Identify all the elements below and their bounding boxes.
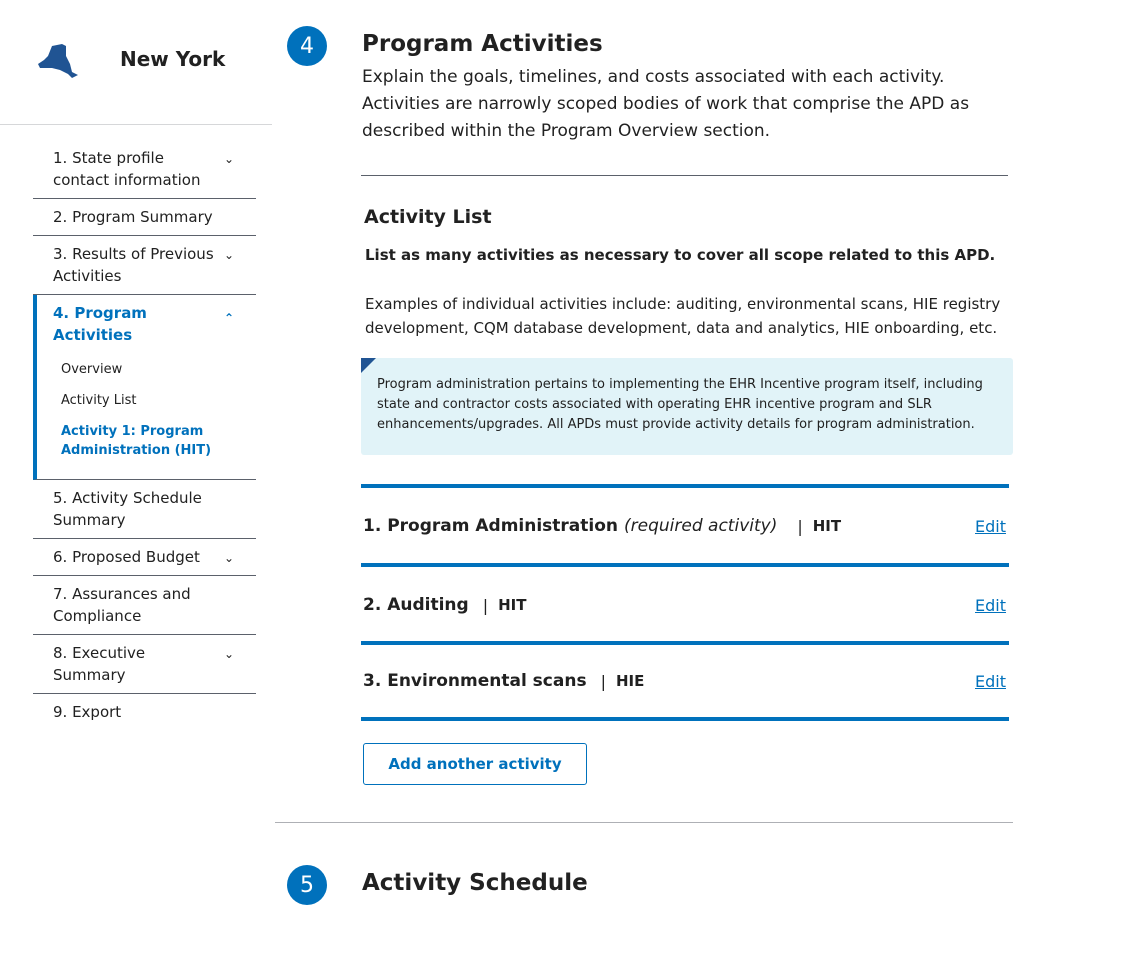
edit-link[interactable]: Edit [975,516,1006,536]
sidebar-nav [33,140,256,730]
nav-item-program-summary[interactable] [33,199,256,236]
chevron-down-icon[interactable]: ⌄ [223,152,234,166]
activity-note: (required activity) [624,516,778,536]
nav-label: 9. Export [53,703,122,721]
nav-label: 4. Program Activities [53,304,147,344]
nav-label: 2. Program Summary [53,208,213,226]
nav-label: 6. Proposed Budget [53,548,200,566]
nav-subitem-activity-list[interactable]: Activity List [61,393,137,408]
nav-item-assurances[interactable] [33,576,256,635]
alert-text: Program administration pertains to implementing the EHR Incentive program itself, including state and contractor costs associated with operating EHR incentive program and SLR enhancements/upgrades. All APDs must provide activity details for program administration. [377,377,983,432]
nav-label: 7. Assurances and Compliance [53,585,191,625]
section-title: Activity Schedule [362,870,588,896]
nav-item-export[interactable] [33,694,256,730]
nav-item-executive-summary[interactable] [33,635,256,694]
edit-link[interactable]: Edit [975,671,1006,691]
nav-label: 3. Results of Previous Activities [53,245,214,285]
chevron-down-icon[interactable]: ⌄ [223,551,234,565]
activity-list-lead: List as many activities as necessary to cover all scope related to this APD. [365,246,996,264]
separator: | [482,595,489,615]
nav-label: 5. Activity Schedule Summary [53,489,202,529]
divider [361,717,1009,721]
nav-item-proposed-budget[interactable] [33,539,256,576]
divider [361,175,1008,176]
new-york-state-icon [38,42,88,82]
activity-name: 2. Auditing [363,595,469,615]
step-number-badge: 4 [287,26,327,66]
activity-row [361,563,1009,643]
separator: | [797,516,803,536]
add-activity-button[interactable]: Add another activity [363,743,587,785]
nav-label: 1. State profile contact information [53,149,201,189]
nav-label: 8. Executive Summary [53,644,146,684]
edit-link[interactable]: Edit [975,595,1006,615]
alert-corner-icon [361,358,376,373]
activity-list-title: Activity List [364,206,492,228]
nav-item-state-profile[interactable] [33,140,256,199]
activity-type: HIT [812,517,842,535]
nav-subitem-activity-1[interactable]: Activity 1: Program Administration (HIT) [61,424,212,458]
activity-name: 1. Program Administration [363,516,619,536]
chevron-up-icon[interactable]: ⌃ [223,311,234,325]
activity-type: HIE [615,672,645,690]
activity-name: 3. Environmental scans [363,671,587,691]
nav-item-results-previous[interactable] [33,236,256,295]
separator: | [600,671,606,691]
activity-row [361,484,1009,564]
section-title: Program Activities [362,31,603,57]
activity-type: HIT [498,596,527,614]
chevron-down-icon[interactable]: ⌄ [223,647,234,661]
activity-examples: Examples of individual activities include: auditing, environmental scans, HIE registry development, CQM database development, data and analytics, HIE onboarding, etc. [365,295,1001,337]
chevron-down-icon[interactable]: ⌄ [223,248,234,262]
nav-subitem-overview[interactable]: Overview [61,362,123,377]
divider [275,822,1013,823]
nav-item-program-activities[interactable] [33,295,256,480]
state-name: New York [120,47,226,71]
divider [0,124,272,125]
activity-row [361,641,1009,717]
section-intro: Explain the goals, timelines, and costs associated with each activity. Activities are narrowly scoped bodies of work that comprise the APD as described within the Program Overview section. [362,67,970,141]
step-number-badge: 5 [287,865,327,905]
nav-item-activity-schedule[interactable] [33,480,256,539]
info-alert [361,358,1013,455]
